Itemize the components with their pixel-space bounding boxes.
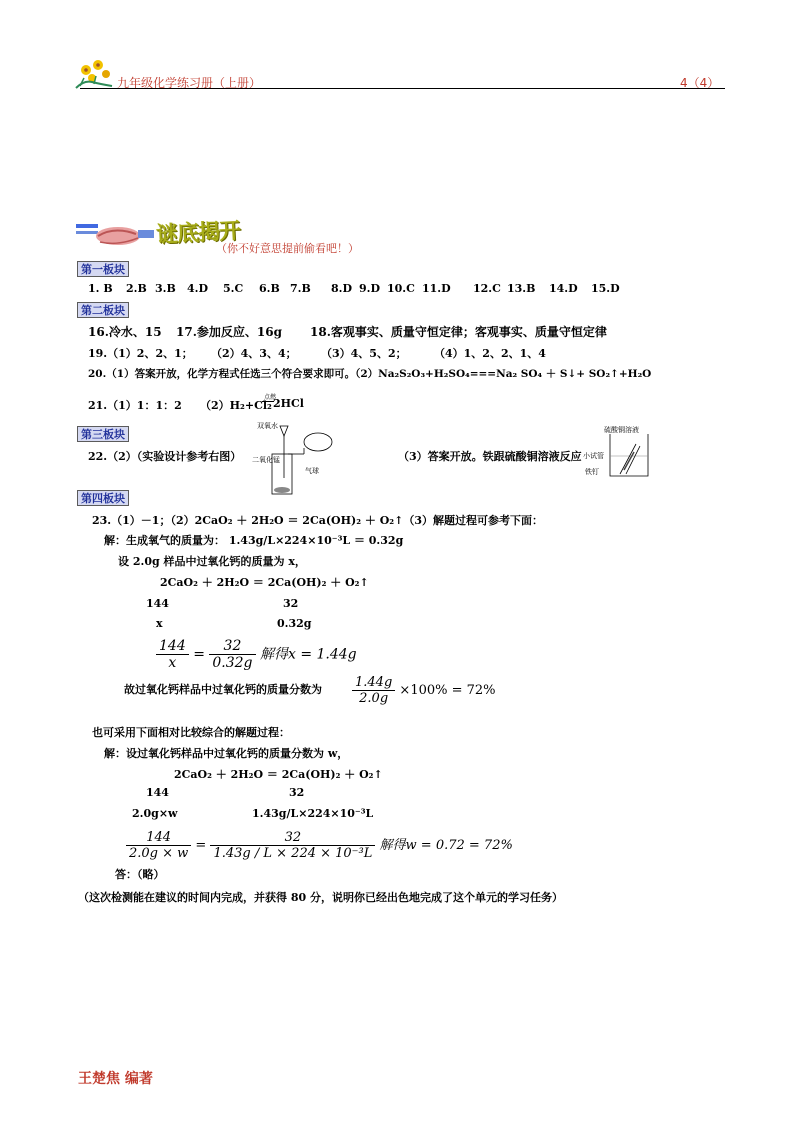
answer-6: 6.B [259,282,280,295]
frac3-denominator: 2.0g × w [129,846,189,861]
frac1-denominator: x [168,655,177,671]
answer-1: 1. B [88,282,113,295]
value-143g: 1.43g/L×224×10⁻³L [252,807,374,820]
answer-22-3: （3）答案开放。铁跟硫酸铜溶液反应 [398,450,582,463]
fig2-label-nail: 铁钉 [585,468,599,476]
reaction-condition: 点燃 [264,394,277,401]
frac3-equals: = [195,838,207,853]
section-3-label: 第三板块 [77,426,129,442]
answer-21-2: （2）H₂+Cl₂ [200,399,272,412]
answer-23-line5: 也可采用下面相对比较综合的解题过程： [92,726,290,739]
answer-3: 3.B [155,282,176,295]
frac1b-denominator: 0.32g [212,655,253,671]
equation-1: 2CaO₂ ＋ 2H₂O ＝ 2Ca(OH)₂ ＋ O₂↑ [160,576,369,589]
answer-2: 2.B [126,282,147,295]
frac3b-denominator: 1.43g / L × 224 × 10⁻³L [213,846,373,861]
section-4-label: 第四板块 [77,490,129,506]
answer-23-ans: 答：（略） [115,868,165,881]
frac3-result: 解得w = 0.72 = 72% [379,838,513,853]
header-title: 九年级化学练习册（上册） [117,76,262,90]
mass-144-b: 144 [146,786,169,799]
frac2-numerator: 1.44g [352,675,395,691]
section-2-label: 第二板块 [77,302,129,318]
equation-2: 2CaO₂ ＋ 2H₂O ＝ 2Ca(OH)₂ ＋ O₂↑ [174,768,383,781]
fig1-label-balloon: 气球 [305,467,319,475]
mass-32-b: 32 [289,786,305,799]
answer-23-line3: 设 2.0g 样品中过氧化钙的质量为 x， [118,555,306,568]
fig2-label-tube: 小试管 [583,452,604,460]
frac1-result: 解得x = 1.44g [259,646,357,663]
header-divider [80,88,725,89]
answer-13: 13.B [507,282,536,295]
frac1b-numerator: 32 [209,638,255,655]
answer-banner-subtitle: （你不好意思提前偷看吧！） [216,242,359,255]
fig2-label-cuso4: 硫酸铜溶液 [604,426,639,434]
frac1-equals: = [193,646,205,663]
flower-logo [72,56,118,90]
value-032g: 0.32g [277,617,312,630]
frac3b-numerator: 32 [210,830,375,846]
fig1-label-mno2: 二氧化锰 [252,456,280,464]
answer-19-1: 19.（1）2、2、1； [88,347,193,360]
frac2-denominator: 2.0g [359,691,389,706]
beaker-figure [604,428,654,480]
answer-19-3: （3）4、5、2； [321,347,407,360]
answer-21-3: 2HCl [273,397,304,410]
frac1-numerator: 144 [156,638,189,655]
answer-23-line2: 解：生成氧气的质量为： 1.43g/L×224×10⁻³L ＝ 0.32g [104,534,404,547]
section-1-label: 第一板块 [77,261,129,277]
author-footer: 王楚焦 编著 [78,1071,153,1087]
answer-4: 4.D [187,282,209,295]
answer-8: 8.D [331,282,353,295]
answer-22-2: 22.（2）（实验设计参考右图） [88,450,242,463]
value-x: x [156,617,163,630]
answer-14: 14.D [549,282,578,295]
answer-18: 18.客观事实、质量守恒定律；客观事实、质量守恒定律 [310,325,607,339]
answer-23-line4: 故过氧化钙样品中过氧化钙的质量分数为 [124,683,322,696]
fig1-label-h2o2: 双氧水 [257,422,278,430]
completion-note: （这次检测能在建议的时间内完成，并获得 80 分，说明你已经出色地完成了这个单元的学习任务） [78,891,563,904]
answer-20: 20.（1）答案开放，化学方程式任选三个符合要求即可。（2）Na₂S₂O₃+H₂SO₄===Na₂ SO₄ ＋ S↓+ SO₂↑+H₂O [88,368,652,380]
answer-17: 17.参加反应、16g [176,325,282,339]
answer-15: 15.D [591,282,620,295]
mass-144: 144 [146,597,169,610]
handshake-icon [76,220,154,250]
answer-10: 10.C [387,282,415,295]
answer-23-line1: 23.（1）－1；（2）2CaO₂ ＋ 2H₂O ＝ 2Ca(OH)₂ ＋ O₂↑（3）解题过程可参考下面： [92,514,543,527]
answer-12: 12.C [473,282,501,295]
frac2-result: ×100% = 72% [399,683,496,698]
answer-banner-title: 谜底揭开 [155,218,241,249]
answer-16: 16.冷水、15 [88,325,162,339]
mass-32: 32 [283,597,299,610]
answer-11: 11.D [422,282,451,295]
answer-9: 9.D [359,282,381,295]
header-page-number: 4（4） [680,76,720,90]
answer-19-4: （4）1、2、2、1、4 [434,347,546,360]
answer-23-line6: 解：设过氧化钙样品中过氧化钙的质量分数为 w， [104,747,349,760]
value-2g-w: 2.0g×w [132,807,178,820]
fraction-equation-3 [126,830,513,861]
answer-5: 5.C [223,282,244,295]
answer-21-1: 21.（1）1：1：2 [88,399,182,412]
answer-19-2: （2）4、3、4； [211,347,297,360]
frac3-numerator: 144 [126,830,191,846]
fraction-equation-2 [352,675,496,706]
fraction-equation-1 [156,638,357,671]
answer-7: 7.B [290,282,311,295]
